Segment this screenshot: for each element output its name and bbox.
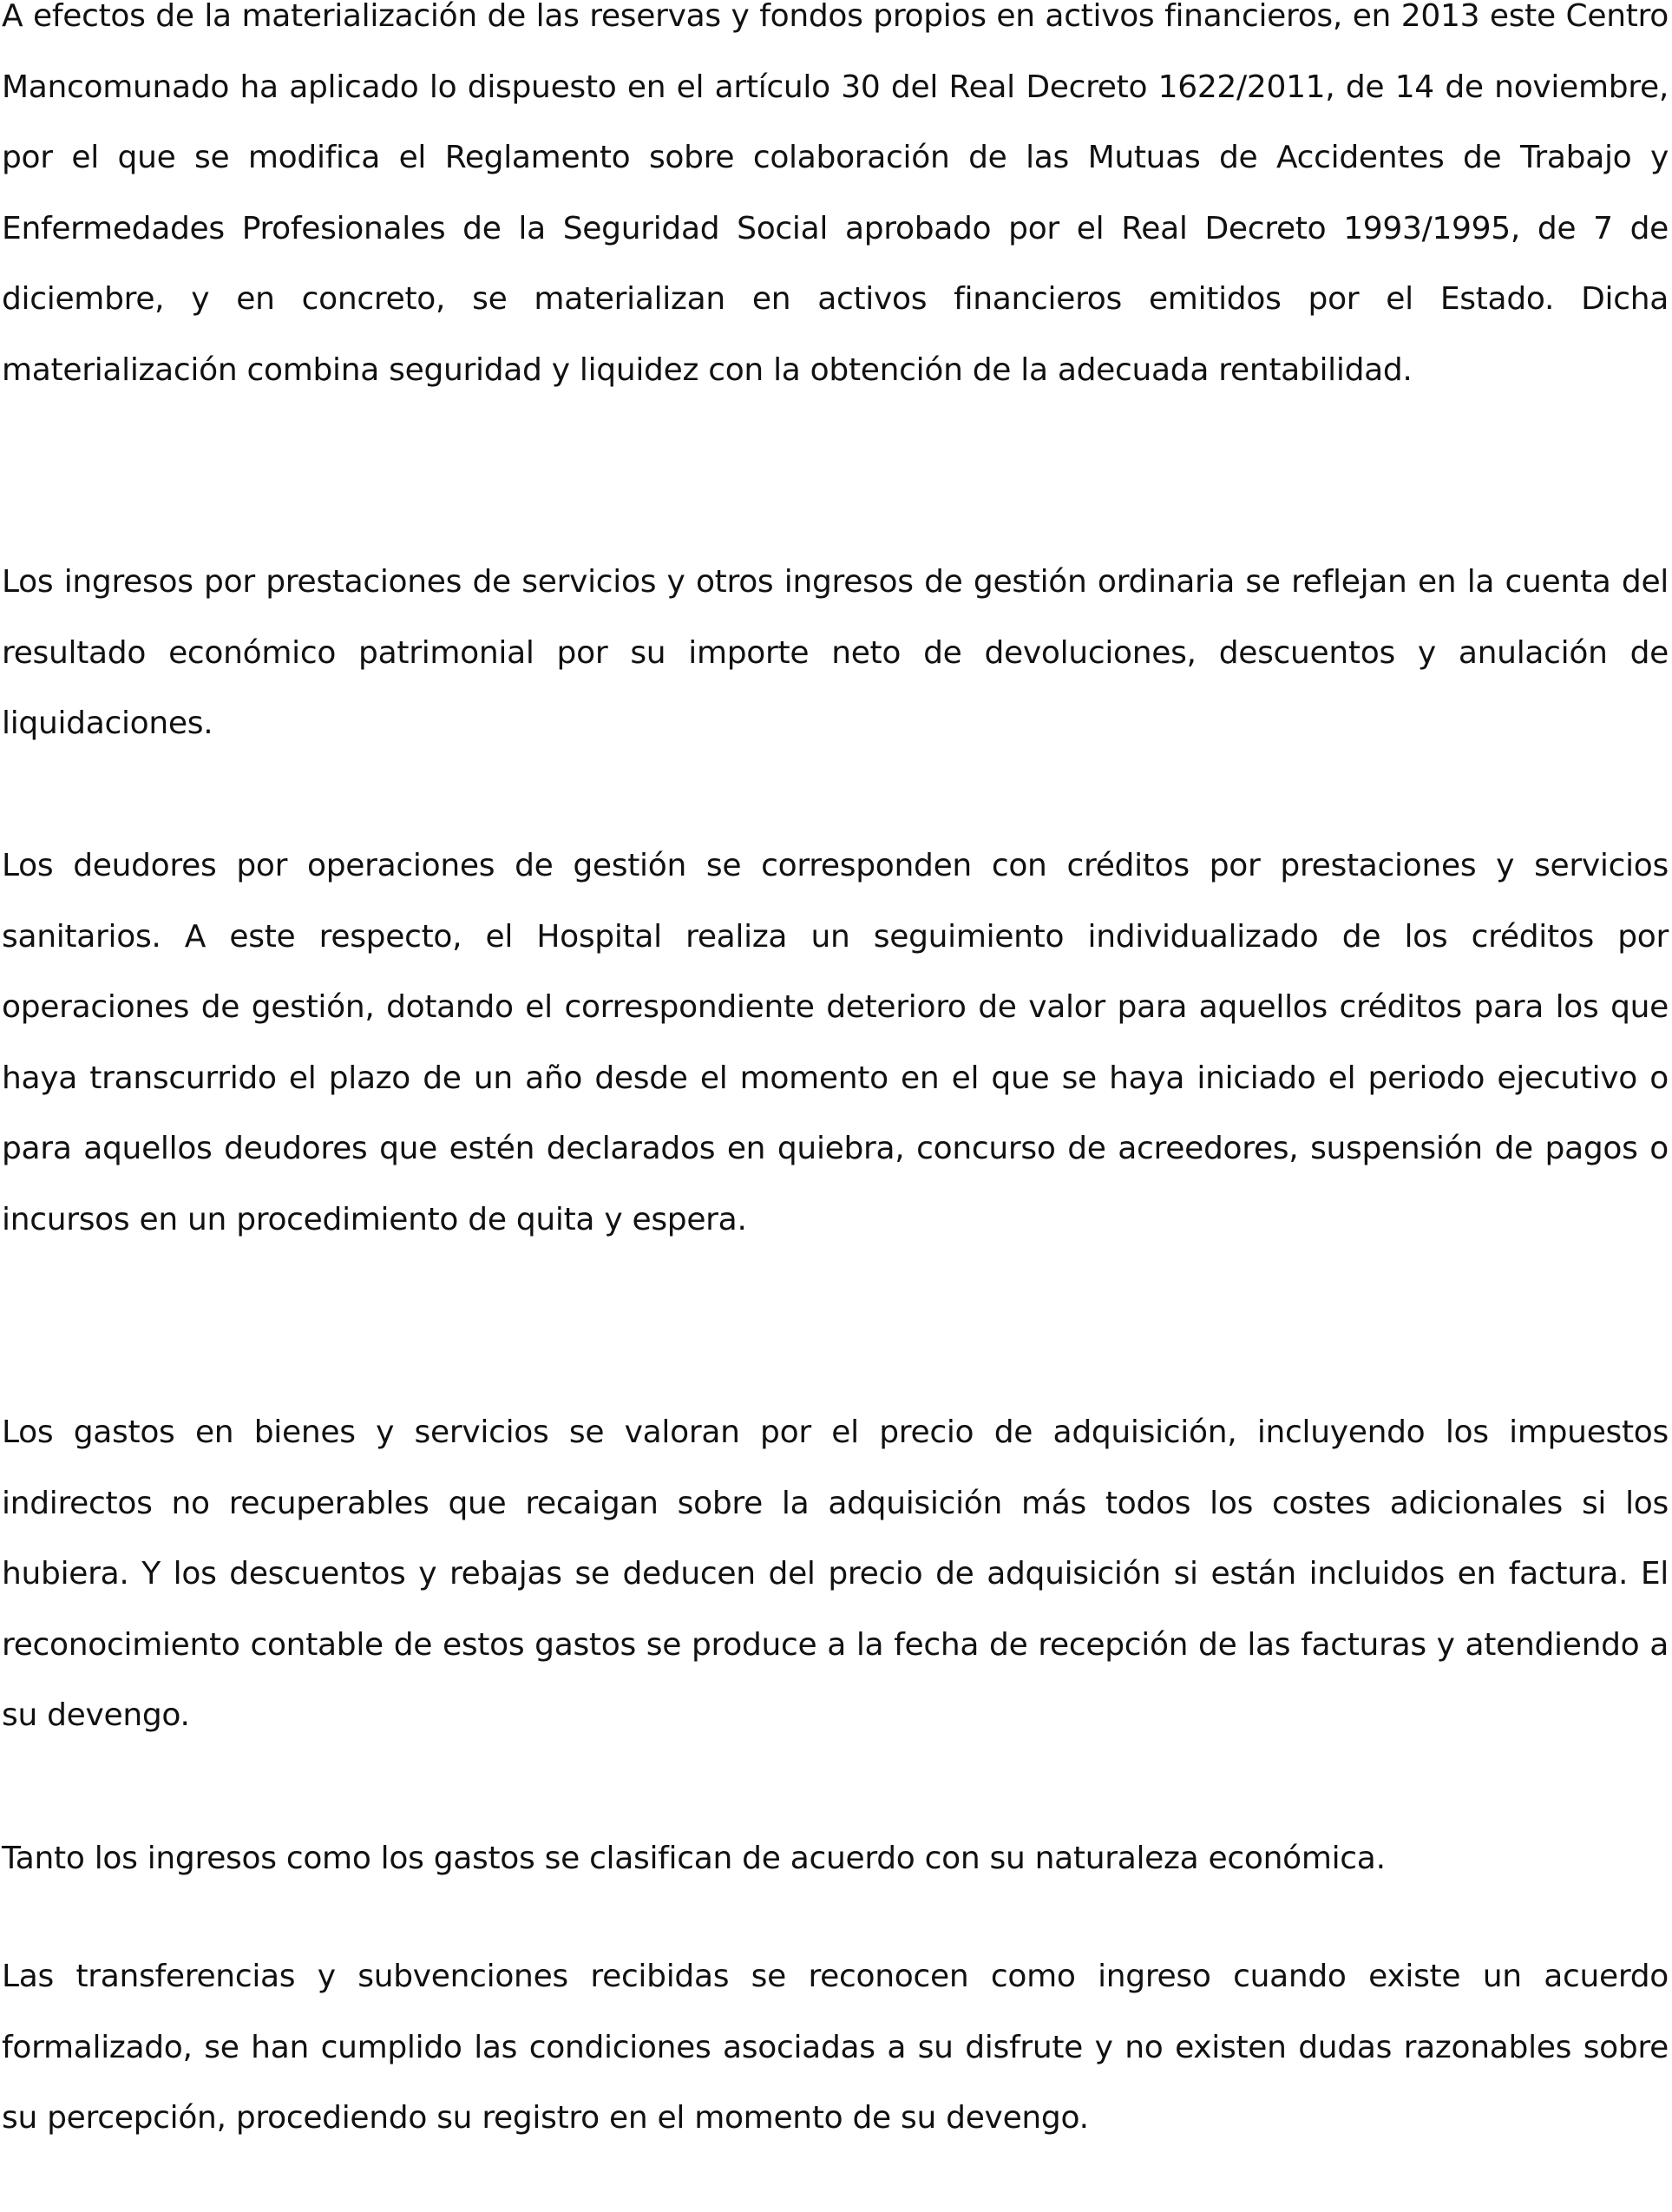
- paragraph-service-income: Los ingresos por prestaciones de servicios y otros ingresos de gestión ordinaria se reflejan en la cuenta del resultado económico patrimonial por su importe neto de devoluciones, descuentos y anulación de liquidaciones.: [2, 564, 1669, 742]
- paragraph-reserves-materialization: A efectos de la materialización de las reservas y fondos propios en activos financieros, en 2013 este Centro Mancomunado ha aplicado lo dispuesto en el artículo 30 del Real Decreto 1622/2011, de 14 de noviembre, por el que se modifica el Reglamento sobre colaboración de las Mutuas de Accidentes de Trabajo y Enfermedades Profesionales de la Seguridad Social aprobado por el Real Decreto 1993/1995, de 7 de diciembre, y en concreto, se materializan en activos financieros emitidos por el Estado. Dicha materialización combina seguridad y liquidez con la obtención de la adecuada rentabilidad.: [2, 0, 1669, 388]
- paragraph-goods-services-expenses: Los gastos en bienes y servicios se valoran por el precio de adquisición, incluyendo los impuestos indirectos no recuperables que recaigan sobre la adquisición más todos los costes adicionales si los hubiera. Y los descuentos y rebajas se deducen del precio de adquisición si están incluidos en factura. El reconocimiento contable de estos gastos se produce a la fecha de recepción de las facturas y atendiendo a su devengo.: [2, 1414, 1669, 1734]
- paragraph-transfers-subsidies: Las transferencias y subvenciones recibidas se reconocen como ingreso cuando existe un acuerdo formalizado, se han cumplido las condiciones asociadas a su disfrute y no existen dudas razonables sobre su percepción, procediendo su registro en el momento de su devengo.: [2, 1959, 1669, 2137]
- paragraph-economic-classification: Tanto los ingresos como los gastos se clasifican de acuerdo con su naturaleza económica.: [2, 1841, 1386, 1876]
- paragraph-debtors: Los deudores por operaciones de gestión se corresponden con créditos por prestaciones y servicios sanitarios. A este respecto, el Hospital realiza un seguimiento individualizado de los créditos por operaciones de gestión, dotando el correspondiente deterioro de valor para aquellos créditos para los que haya transcurrido el plazo de un año desde el momento en el que se haya iniciado el periodo ejecutivo o para aquellos deudores que estén declarados en quiebra, concurso de acreedores, suspensión de pagos o incursos en un procedimiento de quita y espera.: [2, 848, 1669, 1237]
